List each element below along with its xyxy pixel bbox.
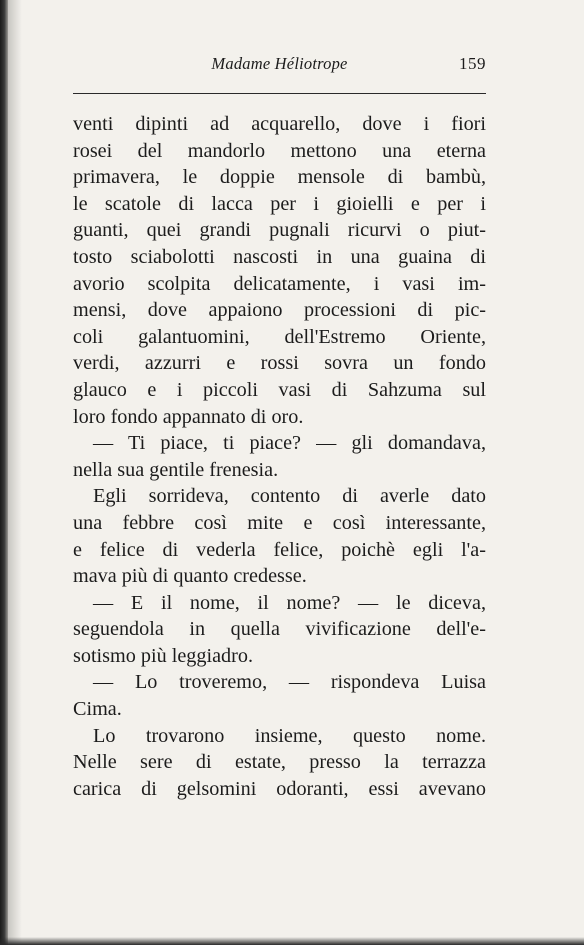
text-line: glauco e i piccoli vasi di Sahzuma sul xyxy=(73,378,486,401)
text-line: nella sua gentile frenesia. xyxy=(73,458,279,481)
text-line: avorio scolpita delicatamente, i vasi im- xyxy=(73,272,486,295)
running-title: Madame Héliotrope xyxy=(211,54,348,73)
text-line: verdi, azzurri e rossi sovra un fondo xyxy=(73,352,486,375)
text-line: sotismo più leggiadro. xyxy=(73,644,253,667)
text-line: Egli sorrideva, contento di averle dato xyxy=(93,485,486,508)
text-line: venti dipinti ad acquarello, dove i fiori xyxy=(73,113,486,135)
text-line: una febbre così mite e così interessante, xyxy=(73,511,486,534)
text-line: rosei del mandorlo mettono una eterna xyxy=(73,139,486,162)
page-header xyxy=(73,54,486,84)
text-line: — E il nome, il nome? — le diceva, xyxy=(93,591,486,614)
text-line: Cima. xyxy=(73,698,122,721)
text-line: Lo trovarono insieme, questo nome. xyxy=(93,724,486,747)
page-bottom-edge xyxy=(0,937,584,945)
book-spine-edge xyxy=(0,0,8,945)
text-line: mava più di quanto credesse. xyxy=(73,565,307,588)
header-rule xyxy=(73,93,486,94)
text-line: loro fondo appannato di oro. xyxy=(73,405,304,428)
page-number: 159 xyxy=(459,54,486,73)
text-line: le scatole di lacca per i gioielli e per i xyxy=(73,192,486,215)
text-line: carica di gelsomini odoranti, essi avevano xyxy=(73,777,486,800)
gutter-shadow xyxy=(8,0,22,945)
text-line: — Lo troveremo, — rispondeva Luisa xyxy=(93,671,486,694)
text-line: Nelle sere di estate, presso la terrazza xyxy=(73,751,486,774)
text-line: — Ti piace, ti piace? — gli domandava, xyxy=(93,432,486,455)
text-line: guanti, quei grandi pugnali ricurvi o piut- xyxy=(73,219,486,242)
text-line: seguendola in quella vivificazione dell'e- xyxy=(73,618,486,641)
text-line: mensi, dove appaiono processioni di pic- xyxy=(73,299,486,322)
text-line: primavera, le doppie mensole di bambù, xyxy=(73,166,486,189)
text-line: e felice di vederla felice, poichè egli l'a- xyxy=(73,538,486,561)
text-line: tosto sciabolotti nascosti in una guaina di xyxy=(73,245,486,268)
body-text xyxy=(73,111,486,802)
text-line: coli galantuomini, dell'Estremo Oriente, xyxy=(73,325,486,348)
